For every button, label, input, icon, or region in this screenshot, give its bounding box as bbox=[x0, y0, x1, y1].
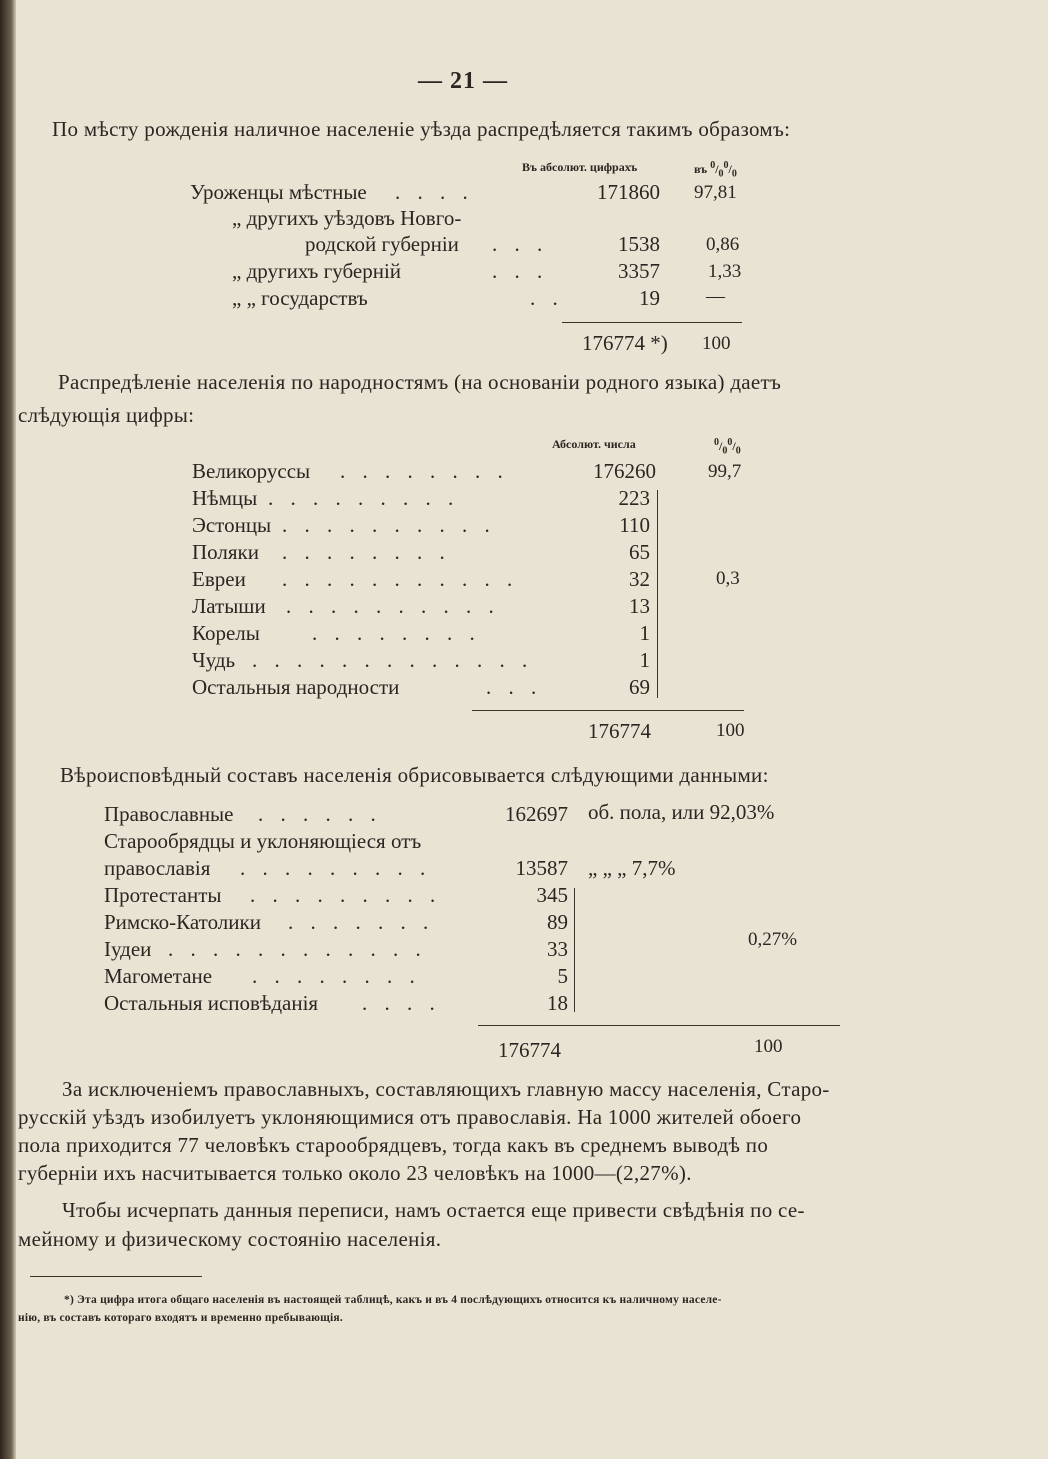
leader-dots: . . . . . . . . bbox=[312, 621, 481, 645]
footnote-line: нію, въ составъ котораго входятъ и временно пребывающія. bbox=[18, 1312, 343, 1324]
birthplace-row-label: родской губерніи bbox=[305, 232, 459, 256]
nationality-row-label: Остальныя народности bbox=[192, 675, 400, 699]
nationality-row-label: Евреи bbox=[192, 567, 246, 591]
religion-row-value: 5 bbox=[557, 964, 568, 988]
birthplace-row-value: 171860 bbox=[597, 180, 660, 204]
nationality-row-value: 65 bbox=[629, 540, 650, 564]
birthplace-row-value: 1538 bbox=[618, 232, 660, 256]
leader-dots: . . . . . . . . bbox=[340, 459, 509, 483]
paragraph-line: пола приходится 77 человѣкъ старообрядцевъ, тогда какъ въ среднемъ выводѣ по bbox=[18, 1133, 769, 1157]
paragraph-line: За исключеніемъ православныхъ, составляющихъ главную массу населенія, Старо- bbox=[62, 1077, 830, 1101]
leader-dots: . . . . . . . . . . bbox=[282, 513, 496, 537]
nationality-row-pct: 99,7 bbox=[708, 461, 742, 482]
birthplace-col-pct-header: въ $^0/_0^0/_0$ bbox=[694, 160, 737, 180]
religion-row-label: Іудеи bbox=[104, 937, 152, 961]
footnote-line: *) Эта цифра итога общаго населенія въ настоящей таблицѣ, какъ и въ 4 послѣдующихъ относится къ наличному населе- bbox=[64, 1294, 722, 1306]
paragraph-line: русскій уѣздъ изобилуетъ уклоняющимися отъ православія. На 1000 жителей обоего bbox=[18, 1105, 802, 1129]
nationality-col-pct-header: $^0/_0^0/_0$ bbox=[714, 437, 741, 457]
leader-dots: . . . bbox=[486, 675, 543, 699]
birthplace-row-pct: — bbox=[706, 286, 725, 307]
leader-dots: . . . . bbox=[362, 991, 441, 1015]
birthplace-row-label: Уроженцы мѣстные bbox=[190, 180, 367, 204]
religion-row-label: Остальныя исповѣданія bbox=[104, 991, 319, 1015]
birthplace-row-pct: 0,86 bbox=[706, 234, 740, 255]
leader-dots: . . . . bbox=[395, 180, 474, 204]
footnote-rule bbox=[30, 1276, 202, 1277]
nationality-row-value: 1 bbox=[639, 648, 650, 672]
religion-row-label: Старообрядцы и уклоняющіеся отъ bbox=[104, 829, 422, 853]
group-bracket bbox=[574, 888, 575, 1012]
birthplace-row-label: „ другихъ уѣздовъ Новго- bbox=[232, 206, 462, 230]
nationality-row-label: Поляки bbox=[192, 540, 259, 564]
religion-row-label: Православные bbox=[104, 802, 234, 826]
paragraph-line: Чтобы исчерпать данныя переписи, намъ остается еще привести свѣдѣнія по се- bbox=[62, 1198, 805, 1222]
total-rule bbox=[478, 1025, 840, 1026]
birthplace-col-abs-header: Въ абсолют. цифрахъ bbox=[522, 160, 638, 174]
leader-dots: . . . . . . . . . bbox=[268, 486, 460, 510]
paragraph-line: губерніи ихъ насчитывается только около 23 человѣкъ на 1000—(2,27%). bbox=[18, 1161, 692, 1185]
religion-group-pct: 0,27% bbox=[748, 929, 798, 950]
nationality-row-value: 176260 bbox=[593, 459, 656, 483]
religion-row-value: 162697 bbox=[505, 802, 568, 826]
leader-dots: . . . bbox=[492, 259, 549, 283]
birthplace-row-pct: 97,81 bbox=[694, 182, 737, 203]
leader-dots: . . . bbox=[492, 232, 549, 256]
nationality-row-value: 223 bbox=[618, 486, 650, 510]
nationality-row-value: 1 bbox=[639, 621, 650, 645]
religion-intro: Вѣроисповѣдный составъ населенія обрисовывается слѣдующими данными: bbox=[60, 763, 769, 787]
leader-dots: . . . . . . bbox=[258, 802, 382, 826]
nationality-intro-line2: слѣдующія цифры: bbox=[18, 403, 195, 427]
total-rule bbox=[472, 710, 744, 711]
birthplace-intro: По мѣсту рожденія наличное населеніе уѣзда распредѣляется такимъ образомъ: bbox=[52, 117, 791, 141]
leader-dots: . . . . . . . . . . . . bbox=[168, 937, 427, 961]
nationality-intro-line1: Распредѣленіе населенія по народностямъ (на основаніи родного языка) даетъ bbox=[58, 370, 782, 394]
religion-row-value: 89 bbox=[547, 910, 568, 934]
birthplace-total-pct: 100 bbox=[702, 333, 731, 354]
total-rule bbox=[562, 322, 742, 323]
birthplace-row-value: 19 bbox=[639, 286, 660, 310]
leader-dots: . . bbox=[530, 286, 564, 310]
nationality-group-pct: 0,3 bbox=[716, 568, 740, 589]
nationality-row-label: Чудь bbox=[192, 648, 236, 672]
group-bracket bbox=[657, 490, 658, 698]
religion-row-label: Римско-Католики bbox=[104, 910, 261, 934]
nationality-row-value: 69 bbox=[629, 675, 650, 699]
birthplace-row-pct: 1,33 bbox=[708, 261, 742, 282]
religion-row-value: 33 bbox=[547, 937, 568, 961]
religion-row-label: Магометане bbox=[104, 964, 213, 988]
leader-dots: . . . . . . . . . bbox=[240, 856, 432, 880]
nationality-row-label: Корелы bbox=[192, 621, 260, 645]
leader-dots: . . . . . . . . bbox=[252, 964, 421, 988]
religion-row-label: православія bbox=[104, 856, 211, 880]
nationality-row-label: Эстонцы bbox=[192, 513, 272, 537]
religion-total-pct: 100 bbox=[754, 1036, 783, 1057]
birthplace-row-label: „ другихъ губерній bbox=[232, 259, 402, 283]
nationality-total-pct: 100 bbox=[716, 720, 745, 741]
nationality-total: 176774 bbox=[588, 719, 651, 743]
page-number: — 21 — bbox=[418, 68, 508, 94]
religion-row-value: 13587 bbox=[515, 856, 568, 880]
nationality-row-label: Латыши bbox=[192, 594, 266, 618]
nationality-row-value: 32 bbox=[629, 567, 650, 591]
religion-row-note: „ „ „ 7,7% bbox=[588, 856, 676, 880]
religion-row-value: 18 bbox=[547, 991, 568, 1015]
nationality-row-value: 13 bbox=[629, 594, 650, 618]
religion-row-label: Протестанты bbox=[104, 883, 222, 907]
birthplace-total: 176774 *) bbox=[582, 331, 668, 355]
leader-dots: . . . . . . . . . . . . . bbox=[252, 648, 534, 672]
leader-dots: . . . . . . . bbox=[288, 910, 435, 934]
nationality-row-value: 110 bbox=[619, 513, 650, 537]
nationality-row-label: Нѣмцы bbox=[192, 486, 258, 510]
leader-dots: . . . . . . . . . bbox=[250, 883, 442, 907]
birthplace-row-label: „ „ государствъ bbox=[232, 286, 368, 310]
religion-row-value: 345 bbox=[536, 883, 568, 907]
paragraph-line: мейному и физическому состоянію населенія. bbox=[18, 1227, 442, 1251]
nationality-col-abs-header: Абсолют. числа bbox=[552, 437, 636, 451]
religion-row-note: об. пола, или 92,03% bbox=[588, 800, 775, 824]
nationality-row-label: Великоруссы bbox=[192, 459, 311, 483]
leader-dots: . . . . . . . . bbox=[282, 540, 451, 564]
leader-dots: . . . . . . . . . . . bbox=[282, 567, 519, 591]
birthplace-row-value: 3357 bbox=[618, 259, 660, 283]
religion-total: 176774 bbox=[498, 1038, 561, 1062]
leader-dots: . . . . . . . . . . bbox=[286, 594, 500, 618]
